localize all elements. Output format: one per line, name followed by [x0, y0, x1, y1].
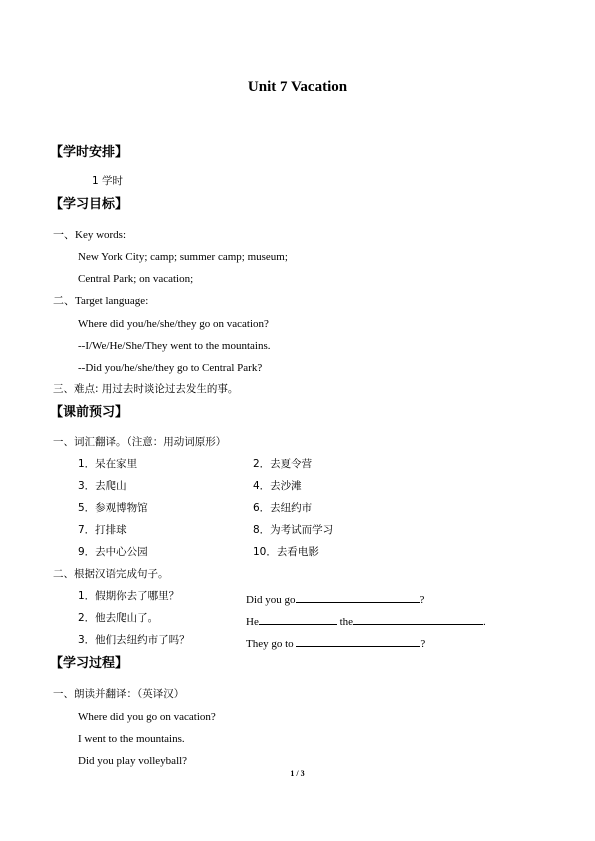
- answer-blank[interactable]: [296, 592, 420, 603]
- sentence-en-text: .: [483, 616, 486, 628]
- sentence-en-text: the: [336, 616, 354, 628]
- vocab-item: 1．呆在家里: [78, 458, 138, 470]
- preview-part1-label: 一、词汇翻译。（注意：用动词原形）: [53, 436, 227, 448]
- vocab-item: 8．为考试而学习: [253, 524, 334, 536]
- vocab-item: 5．参观博物馆: [78, 502, 148, 514]
- sentence-en-text: He: [246, 616, 259, 628]
- sentence-en-text: Did you go: [246, 594, 296, 606]
- section-heading-process: 【学习过程】: [50, 656, 129, 671]
- process-part1-label: 一、朗读并翻译：（英译汉）: [53, 688, 185, 700]
- vocab-item: 2．去夏令营: [253, 458, 313, 470]
- sentence-en: [246, 636, 425, 650]
- section-heading-schedule: 【学时安排】: [50, 145, 129, 160]
- page-number: 1 / 3: [290, 769, 305, 778]
- vocab-item: 9．去中心公园: [78, 546, 148, 558]
- keywords-line-1: New York City; camp; summer camp; museum;: [78, 251, 288, 263]
- preview-part2-label: 二、根据汉语完成句子。: [53, 568, 169, 580]
- sentence-en: [246, 592, 424, 606]
- process-line: Where did you go on vacation?: [78, 711, 216, 723]
- process-line: Did you play volleyball?: [78, 755, 188, 767]
- sentence-en: [246, 614, 486, 628]
- target-language-line-3: --Did you/he/she/they go to Central Park?: [78, 362, 263, 374]
- target-language-line-1: Where did you/he/she/they go on vacation?: [78, 318, 269, 330]
- vocab-item: 4．去沙滩: [253, 480, 302, 492]
- sentence-cn: 1．假期你去了哪里？: [78, 590, 180, 602]
- sentence-en-text: They go to: [246, 638, 297, 650]
- document-title: Unit 7 Vacation: [247, 79, 348, 95]
- sentence-cn: 3．他们去纽约市了吗？: [78, 634, 190, 646]
- vocab-item: 10．去看电影: [253, 546, 319, 558]
- schedule-content: 1 学时: [92, 175, 124, 187]
- objective-item-keywords-label: 一、Key words:: [53, 229, 127, 241]
- answer-blank[interactable]: [353, 614, 483, 625]
- sentence-en-text: ?: [420, 638, 426, 650]
- target-language-line-2: --I/We/He/She/They went to the mountains.: [78, 340, 271, 352]
- vocab-item: 6．去纽约市: [253, 502, 313, 514]
- vocab-item: 3．去爬山: [78, 480, 127, 492]
- sentence-en-text: ?: [419, 594, 425, 606]
- section-heading-objectives: 【学习目标】: [50, 197, 129, 212]
- answer-blank[interactable]: [259, 614, 337, 625]
- objective-item-target-label: 二、Target language:: [53, 295, 149, 307]
- sentence-cn: 2．他去爬山了。: [78, 612, 159, 624]
- process-line: I went to the mountains.: [78, 733, 185, 745]
- section-heading-preview: 【课前预习】: [50, 405, 129, 420]
- answer-blank[interactable]: [296, 636, 420, 647]
- keywords-line-2: Central Park; on vacation;: [78, 273, 194, 285]
- vocab-item: 7．打排球: [78, 524, 127, 536]
- objective-item-difficulty: 三、难点: 用过去时谈论过去发生的事。: [53, 383, 239, 395]
